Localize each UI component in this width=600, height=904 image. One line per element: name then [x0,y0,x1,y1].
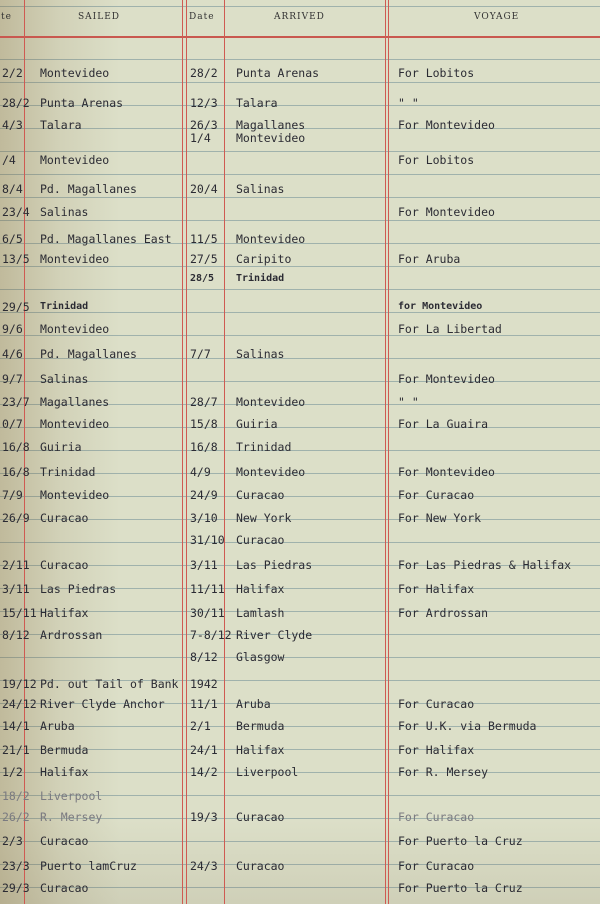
sailed-place-cell: Magallanes [40,395,110,409]
arrived-place-cell: Trinidad [236,273,285,284]
arrived-place-cell: Halifax [236,582,285,596]
sailed-place-cell: Bermuda [40,743,89,757]
sailed-place-cell: Salinas [40,372,89,386]
sailed-place-cell: Las Piedras [40,582,117,596]
sailed-date-cell: 0/7 [2,417,23,431]
column-divider [224,0,225,904]
sailed-date-cell: 3/11 [2,582,30,596]
arrived-date-cell: 26/3 [190,118,218,132]
arrived-place-cell: Lamlash [236,606,285,620]
sailed-place-cell: Pd. out Tail of Bank [40,677,179,691]
sailed-date-cell: 8/12 [2,628,30,642]
arrived-date-cell: 15/8 [190,417,218,431]
voyage-cell: For Puerto la Cruz [398,834,523,848]
arrived-place-cell: Trinidad [236,440,292,454]
sailed-place-cell: River Clyde Anchor [40,697,165,711]
sailed-place-cell: Montevideo [40,322,110,336]
arrived-date-cell: 14/2 [190,765,218,779]
sailed-place-cell: Montevideo [40,66,110,80]
voyage-cell: For R. Mersey [398,765,489,779]
voyage-cell: " " [398,395,419,409]
header-arrived: ARRIVED [274,12,325,22]
arrived-place-cell: Bermuda [236,719,285,733]
sailed-place-cell: Guiria [40,440,82,454]
sailed-date-cell: 14/1 [2,719,30,733]
sailed-date-cell: 2/3 [2,834,23,848]
voyage-cell: For Curacao [398,488,475,502]
arrived-place-cell: Curacao [236,859,285,873]
column-divider [186,0,187,904]
arrived-date-cell: 11/5 [190,232,218,246]
arrived-place-cell: Montevideo [236,232,306,246]
voyage-cell: For Lobitos [398,153,475,167]
sailed-date-cell: /4 [2,153,16,167]
arrived-place-cell: Punta Arenas [236,66,320,80]
sailed-date-cell: 4/3 [2,118,23,132]
arrived-place-cell: Montevideo [236,131,306,145]
voyage-cell: For New York [398,511,482,525]
sailed-date-cell: 7/9 [2,488,23,502]
arrived-place-cell: Magallanes [236,118,306,132]
sailed-place-cell: Montevideo [40,488,110,502]
arrived-date-cell: 8/12 [190,650,218,664]
voyage-cell: For Las Piedras & Halifax [398,558,572,572]
voyage-cell: for Montevideo [398,301,483,312]
voyage-cell: For Ardrossan [398,606,489,620]
sailed-place-cell: Trinidad [40,301,89,312]
voyage-cell: " " [398,96,419,110]
voyage-cell: For Montevideo [398,372,495,386]
arrived-place-cell: Salinas [236,347,285,361]
arrived-place-cell: Curacao [236,810,285,824]
voyage-cell: For Curacao [398,859,475,873]
arrived-date-cell: 28/2 [190,66,218,80]
header-voyage: VOYAGE [474,12,520,22]
sailed-place-cell: Puerto lamCruz [40,859,137,873]
voyage-cell: For Aruba [398,252,461,266]
voyage-cell: For Puerto la Cruz [398,881,523,895]
sailed-date-cell: 23/3 [2,859,30,873]
sailed-date-cell: 29/5 [2,300,30,314]
sailed-place-cell: Curacao [40,881,89,895]
column-divider [182,0,183,904]
sailed-place-cell: Curacao [40,511,89,525]
voyage-cell: For Montevideo [398,465,495,479]
sailed-place-cell: Liverpool [40,789,103,803]
arrived-date-cell: 28/5 [190,273,215,284]
sailed-place-cell: Halifax [40,765,89,779]
arrived-date-cell: 19/3 [190,810,218,824]
voyage-cell: For La Libertad [398,322,502,336]
sailed-date-cell: 26/2 [2,810,30,824]
arrived-date-cell: 7/7 [190,347,211,361]
arrived-date-cell: 28/7 [190,395,218,409]
arrived-place-cell: Montevideo [236,465,306,479]
sailed-date-cell: 28/2 [2,96,30,110]
arrived-date-cell: 11/11 [190,582,225,596]
header-date: Date [189,12,215,22]
arrived-place-cell: Curacao [236,533,285,547]
sailed-place-cell: Pd. Magallanes [40,182,137,196]
arrived-place-cell: Caripito [236,252,292,266]
voyage-cell: For Montevideo [398,118,495,132]
arrived-place-cell: Glasgow [236,650,285,664]
sailed-date-cell: 16/8 [2,465,30,479]
arrived-place-cell: New York [236,511,292,525]
arrived-date-cell: 31/10 [190,533,225,547]
arrived-place-cell: Montevideo [236,395,306,409]
sailed-place-cell: Pd. Magallanes East [40,232,172,246]
voyage-cell: For Curacao [398,697,475,711]
arrived-place-cell: Aruba [236,697,271,711]
sailed-date-cell: 8/4 [2,182,23,196]
sailed-place-cell: Montevideo [40,153,110,167]
voyage-cell: For U.K. via Bermuda [398,719,537,733]
column-divider [388,0,389,904]
arrived-place-cell: Guiria [236,417,278,431]
sailed-date-cell: 15/11 [2,606,37,620]
sailed-place-cell: Curacao [40,558,89,572]
sailed-date-cell: 24/12 [2,697,37,711]
voyage-cell: For Halifax [398,582,475,596]
sailed-date-cell: 9/7 [2,372,23,386]
sailed-date-cell: 19/12 [2,677,37,691]
sailed-date-cell: 2/11 [2,558,30,572]
arrived-date-cell: 11/1 [190,697,218,711]
sailed-place-cell: Montevideo [40,252,110,266]
arrived-date-cell: 27/5 [190,252,218,266]
arrived-place-cell: Salinas [236,182,285,196]
arrived-place-cell: River Clyde [236,628,313,642]
sailed-date-cell: 4/6 [2,347,23,361]
arrived-place-cell: Halifax [236,743,285,757]
arrived-place-cell: Liverpool [236,765,299,779]
voyage-cell: For Lobitos [398,66,475,80]
arrived-date-cell: 1/4 [190,131,211,145]
voyage-cell: For La Guaira [398,417,489,431]
arrived-date-cell: 12/3 [190,96,218,110]
arrived-date-cell: 30/11 [190,606,225,620]
sailed-date-cell: 6/5 [2,232,23,246]
sailed-place-cell: Pd. Magallanes [40,347,137,361]
arrived-date-cell: 3/11 [190,558,218,572]
arrived-place-cell: Curacao [236,488,285,502]
sailed-date-cell: 13/5 [2,252,30,266]
sailed-date-cell: 29/3 [2,881,30,895]
sailed-place-cell: Ardrossan [40,628,103,642]
arrived-date-cell: 24/3 [190,859,218,873]
header-sailed: SAILED [78,12,120,22]
sailed-date-cell: 21/1 [2,743,30,757]
header-date-left: te [1,12,12,22]
sailed-date-cell: 1/2 [2,765,23,779]
sailed-place-cell: Punta Arenas [40,96,124,110]
sailed-place-cell: R. Mersey [40,810,103,824]
arrived-date-cell: 7-8/12 [190,628,232,642]
arrived-place-cell: Las Piedras [236,558,313,572]
column-divider [385,0,386,904]
arrived-place-cell: Talara [236,96,278,110]
arrived-date-cell: 20/4 [190,182,218,196]
arrived-date-cell: 24/1 [190,743,218,757]
sailed-place-cell: Montevideo [40,417,110,431]
sailed-date-cell: 2/2 [2,66,23,80]
arrived-date-cell: 4/9 [190,465,211,479]
arrived-date-cell: 16/8 [190,440,218,454]
voyage-cell: For Halifax [398,743,475,757]
voyage-cell: For Curacao [398,810,475,824]
sailed-place-cell: Halifax [40,606,89,620]
sailed-place-cell: Aruba [40,719,75,733]
sailed-date-cell: 26/9 [2,511,30,525]
sailed-date-cell: 16/8 [2,440,30,454]
sailed-date-cell: 23/4 [2,205,30,219]
arrived-date-cell: 3/10 [190,511,218,525]
voyage-cell: For Montevideo [398,205,495,219]
sailed-place-cell: Trinidad [40,465,96,479]
sailed-date-cell: 18/2 [2,789,30,803]
sailed-place-cell: Salinas [40,205,89,219]
sailed-date-cell: 9/6 [2,322,23,336]
sailed-place-cell: Curacao [40,834,89,848]
sailed-date-cell: 23/7 [2,395,30,409]
arrived-date-cell: 1942 [190,677,218,691]
sailed-place-cell: Talara [40,118,82,132]
arrived-date-cell: 2/1 [190,719,211,733]
arrived-date-cell: 24/9 [190,488,218,502]
